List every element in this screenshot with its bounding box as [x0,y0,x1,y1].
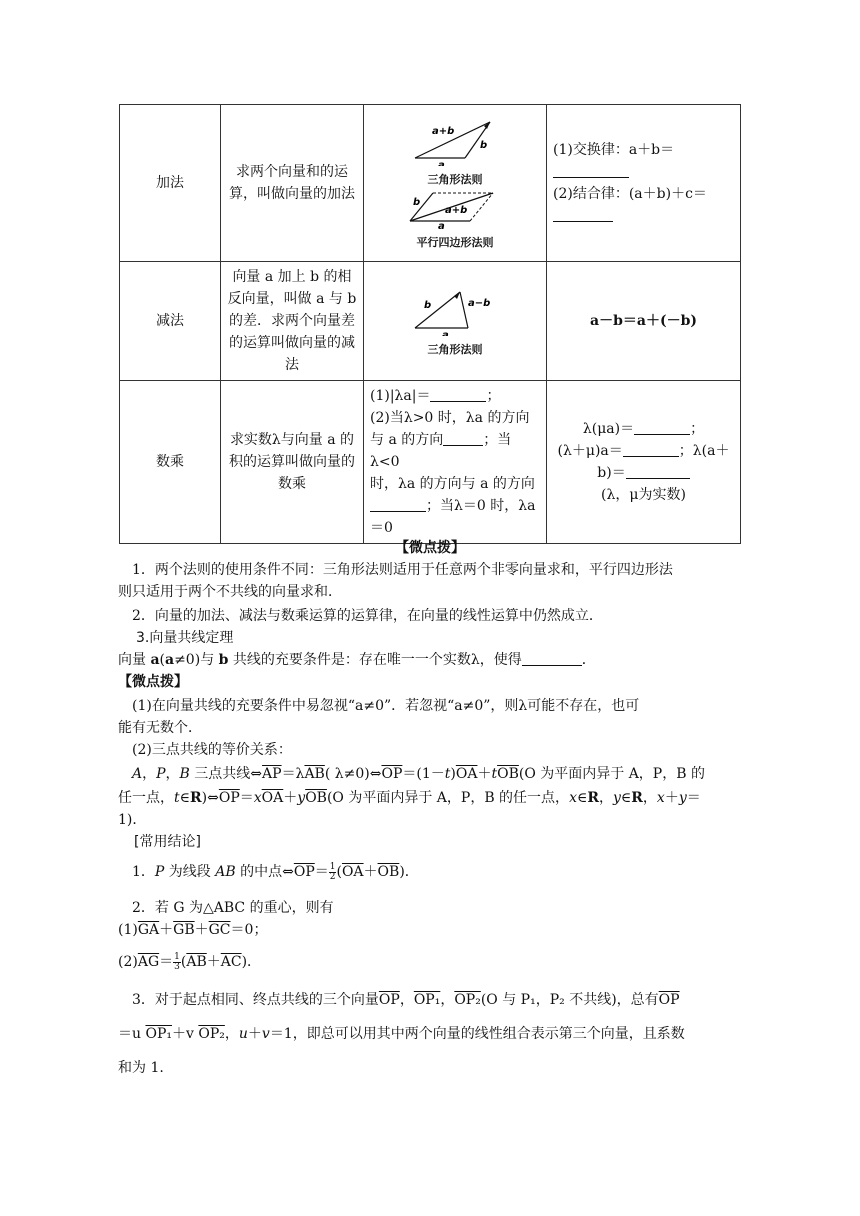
rule-figures [364,105,547,262]
op-laws [547,105,741,262]
tip-paragraph: (1)在向量共线的充要条件中易忽视“a≠0”．若忽视“a≠0”，则λ可能不存在，也可 [132,698,640,714]
tip-paragraph: 1．两个法则的使用条件不同：三角形法则适用于任意两个非零向量求和，平行四边形法 [132,562,673,578]
conclusion-2: 2．若 G 为△ABC 的重心，则有 [132,900,334,916]
text: (2) [118,954,138,970]
text: (O 为平面内异于 A，P，B 的 [518,766,705,782]
tip-heading: 【微点拨】 [118,674,188,690]
rule-line: ＝0 [370,520,393,536]
conclusion-3-formula: ＝u OP₁＋v OP₂，u＋v＝1，即总可以用其中两个向量的线性组合表示第三个向量，且系数 [118,1026,685,1042]
table-row-subtraction [120,262,741,381]
law-text: b)＝ [597,465,626,481]
text: 的中点⇔ [240,864,294,880]
conclusion-3-end: 和为 1. [118,1060,164,1076]
text: 向量 [118,652,146,668]
text: (1) [118,922,138,938]
rule-caption: 三角形法则 [427,342,483,356]
tip-paragraph: (2)三点共线的等价关系： [132,742,292,758]
fig-label: a [442,329,449,336]
rule-caption: 平行四边形法则 [416,236,494,249]
rule-line: (1)|λa|＝ [370,388,431,404]
fig-label: a−b [468,297,491,309]
text: (O 为平面内异于 A，P，B 的任一点， [326,790,570,806]
rule-line: (2)当λ>0 时，λa 的方向与 a 的方向 [370,410,530,448]
fig-label: b [424,299,432,311]
answer-blank [623,442,679,457]
rule-figures [364,262,547,381]
conclusion-1: 1．P 为线段 AB 的中点$\Leftrightarrow\overline{OP}=$ $\frac{1}{2}$ $(\overline{OA}+\overline{OB})$． [132,861,419,882]
answer-blank [522,651,582,666]
answer-blank [553,207,613,222]
fig-label: a [438,221,445,229]
answer-blank [370,497,426,512]
rule-text: (1)|λa|＝ ； (2)当λ>0 时，λa 的方向与 a 的方向 ；当λ<0 时，λa 的方向与 a 的方向；当λ＝0 时，λa ＝0 [364,381,547,544]
addition-triangle-figure [410,116,500,166]
text: 为线段 [168,864,211,880]
tip-paragraph: 2．向量的加法、减法与数乘运算的运算律，在向量的线性运算中仍然成立． [132,608,603,624]
law-text: (1)交换律：a＋b＝ [553,142,675,158]
answer-blank [626,464,690,479]
conclusion-2-2: $(2)\overline{AG}=$ $\frac{1}{3}$ $(\overline{AB}+\overline{AC})$． [118,951,262,972]
text: 3．对于起点相同、终点共线的三个向量 [132,992,379,1008]
addition-parallelogram-figure [405,187,505,229]
op-laws [547,381,741,544]
rule-line: ；当λ＝0 时，λa [426,498,536,514]
law-text: λ(μa)＝ [582,421,635,437]
answer-blank [634,420,690,435]
text: (O 与 P₁，P₂ 不共线)，总有 [480,992,659,1008]
answer-blank [443,431,483,446]
op-laws: a－b＝a＋(－b) [547,262,741,381]
text: 1． [132,864,155,880]
law-text: (λ＋μ)a＝ [557,443,623,459]
law-text: (2)结合律：(a＋b)＋c＝ [553,186,707,202]
fig-label: a+b [445,205,468,216]
conclusions-heading: [常用结论] [134,834,201,850]
text: ，即总可以用其中两个向量的线性组合表示第三个向量，且系数 [292,1026,685,1042]
rule-line: ；当λ<0 [370,432,512,470]
text: 共线的充要条件是：存在唯一一个实数λ，使得 [232,652,522,668]
tip-paragraph: 则只适用于两个不共线的向量求和． [118,584,342,600]
op-definition: 求实数λ与向量 a 的积的运算叫做向量的数乘 [221,381,364,544]
op-name: 数乘 [120,381,221,544]
op-name: 加法 [120,105,221,262]
fig-label: a+b [432,126,455,137]
fig-label: b [480,140,488,151]
op-definition: 向量 a 加上 b 的相反向量，叫做 a 与 b 的差．求两个向量差的运算叫做向量的减法 [221,262,364,381]
collinear-theorem: 向量 a(a≠0)与 b 共线的充要条件是：存在唯一一个实数λ，使得 ． [118,652,596,668]
answer-blank [553,163,629,178]
collinear-equivalence: A，P，B 三点共线$\Leftrightarrow\overline{AP}=\lambda\overline{AB}$( $\lambda\ne 0)\Leftrightarrow\overline{OP}=(1-t)\overline{OA}+t\overline{OB}(O$ 为平面内异于 A，P，B 的 [132,766,705,782]
tip-paragraph: 能有无数个． [118,720,202,736]
table-row-scalar-mult [120,381,741,544]
fig-label: a [438,160,445,166]
law-text: (λ，μ为实数) [601,487,686,503]
law-text: ；λ(a＋ [678,443,730,459]
text: 与 [200,652,215,668]
law-text: ； [690,421,705,437]
rule-caption: 三角形法则 [427,173,483,186]
op-name: 减法 [120,262,221,381]
tip-heading: 【微点拨】 [395,540,465,556]
tip-paragraph: 1)． [118,812,147,828]
rule-line: 时，λa 的方向与 a 的方向 [370,476,535,492]
conclusion-3: 3．对于起点相同、终点共线的三个向量$\overline{OP}$，OP₁，OP₂(O 与 P₁，P₂ 不共线)，总有$\overline{OP}$ [132,992,680,1008]
table-row-addition [120,105,741,262]
answer-blank [430,387,486,402]
conclusion-2-1: $(1)\overline{GA}+\overline{GB}+\overline{GC}=0$； [118,922,268,938]
fraction-half: $\frac{1}{2}$ [329,861,336,882]
section-heading: 3.向量共线定理 [136,630,234,646]
op-definition: 求两个向量和的运算，叫做向量的加法 [221,105,364,262]
collinear-equivalence: 任一点，$t\in R)\Leftrightarrow\overline{OP}=x\overline{OA}+y\overline{OB}(O$ 为平面内异于 A，P，B 的任一点，x∈R，y∈R，x＋y＝ [118,790,701,806]
vector-operations-table [119,104,741,544]
fig-label: b [413,197,421,208]
subtraction-triangle-figure [410,286,500,336]
fraction-third: $\frac{1}{3}$ [174,951,180,972]
